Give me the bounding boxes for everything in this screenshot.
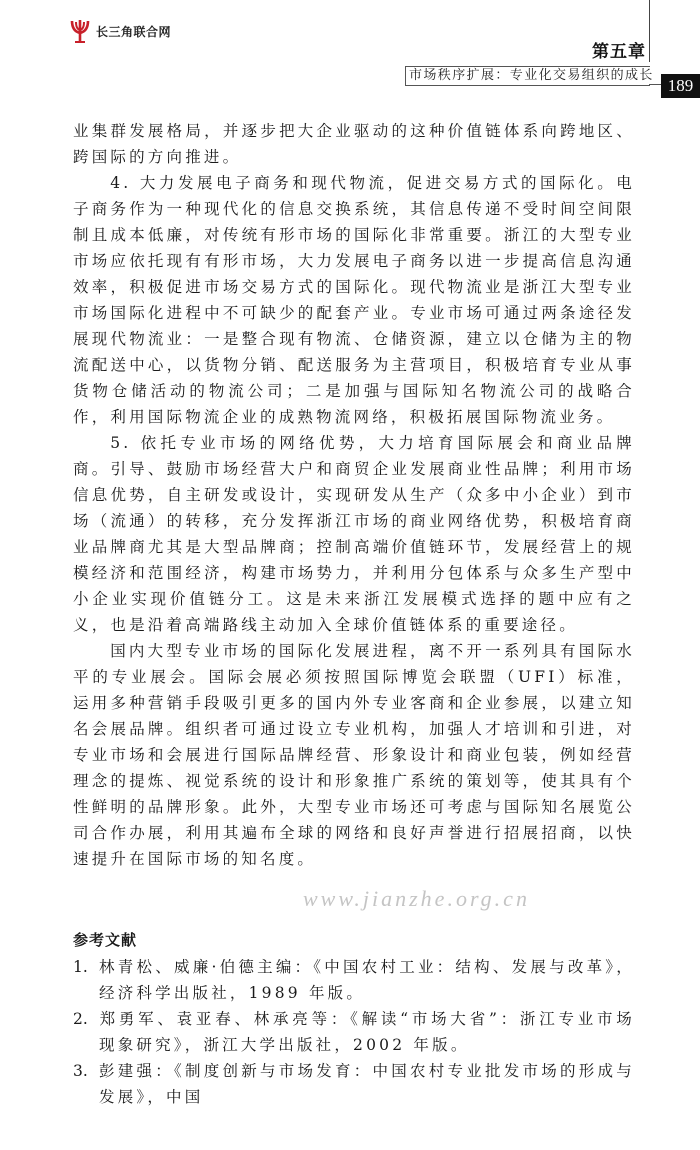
logo-text: 长三角联合网: [96, 24, 172, 39]
reference-text: 郑勇军、袁亚春、林承亮等：《解读“市场大省”：浙江专业市场现象研究》，浙江大学出版社，2002 年版。: [99, 1010, 635, 1054]
reference-item: [73, 954, 635, 1006]
reference-text: 林青松、威廉·伯德主编：《中国农村工业：结构、发展与改革》，经济科学出版社，1989 年版。: [99, 958, 635, 1002]
chapter-label: 第五章: [592, 42, 646, 62]
reference-number: 2.: [73, 1010, 88, 1028]
body-text: [73, 118, 635, 872]
paragraph: 4. 大力发展电子商务和现代物流，促进交易方式的国际化。电子商务作为一种现代化的信息交换系统，其信息传递不受时间空间限制且成本低廉，对传统有形市场的国际化非常重要。浙江的大型专业市场应依托现有有形市场，大力发展电子商务以进一步提高信息沟通效率，积极促进市场交易方式的国际化。现代物流业是浙江大型专业市场国际化进程中不可缺少的配套产业。专业市场可通过两条途径发展现代物流业：一是整合现有物流、仓储资源，建立以仓储为主的物流配送中心，以货物分销、配送服务为主营项目，积极培育专业从事货物仓储活动的物流公司；二是加强与国际知名物流公司的战略合作，利用国际物流企业的成熟物流网络，积极拓展国际物流业务。: [73, 174, 635, 426]
paragraph: 国内大型专业市场的国际化发展进程，离不开一系列具有国际水平的专业展会。国际会展必须按照国际博览会联盟（UFI）标准，运用多种营销手段吸引更多的国内外专业客商和企业参展，以建立知名会展品牌。组织者可通过设立专业机构，加强人才培训和引进，对专业市场和会展进行国际品牌经营、形象设计和商业包装，例如经营理念的提炼、视觉系统的设计和形象推广系统的策划等，使其具有个性鲜明的品牌形象。此外，大型专业市场还可考虑与国际知名展览公司合作办展，利用其遍布全球的网络和良好声誉进行招展招商，以快速提升在国际市场的知名度。: [73, 642, 635, 868]
references-heading: 参考文献: [73, 931, 138, 949]
paragraph: 5. 依托专业市场的网络优势，大力培育国际展会和商业品牌商。引导、鼓励市场经营大户和商贸企业发展商业性品牌；利用市场信息优势，自主研发或设计，实现研发从生产（众多中小企业）到市场（流通）的转移，充分发挥浙江市场的商业网络优势，积极培育商业品牌商尤其是大型品牌商；控制高端价值链环节，发展经营上的规模经济和范围经济，构建市场势力，并利用分包体系与众多生产型中小企业实现价值链分工。这是未来浙江发展模式选择的题中应有之义，也是沿着高端路线主动加入全球价值链体系的重要途径。: [73, 434, 635, 634]
references-list: [73, 954, 635, 1110]
reference-item: [73, 1006, 635, 1058]
reference-number: 3.: [73, 1062, 88, 1080]
chapter-subtitle: 市场秩序扩展：专业化交易组织的成长: [409, 68, 654, 83]
page-number: 189: [661, 74, 700, 98]
watermark: www.jianzhe.org.cn: [303, 886, 530, 911]
reference-item: [73, 1058, 635, 1110]
reference-text: 彭建强：《制度创新与市场发育：中国农村专业批发市场的形成与发展》，中国: [99, 1062, 635, 1106]
section-gap: [73, 872, 635, 928]
reference-number: 1.: [73, 958, 88, 976]
paragraph: 业集群发展格局，并逐步把大企业驱动的这种价值链体系向跨地区、跨国际的方向推进。: [73, 122, 635, 166]
